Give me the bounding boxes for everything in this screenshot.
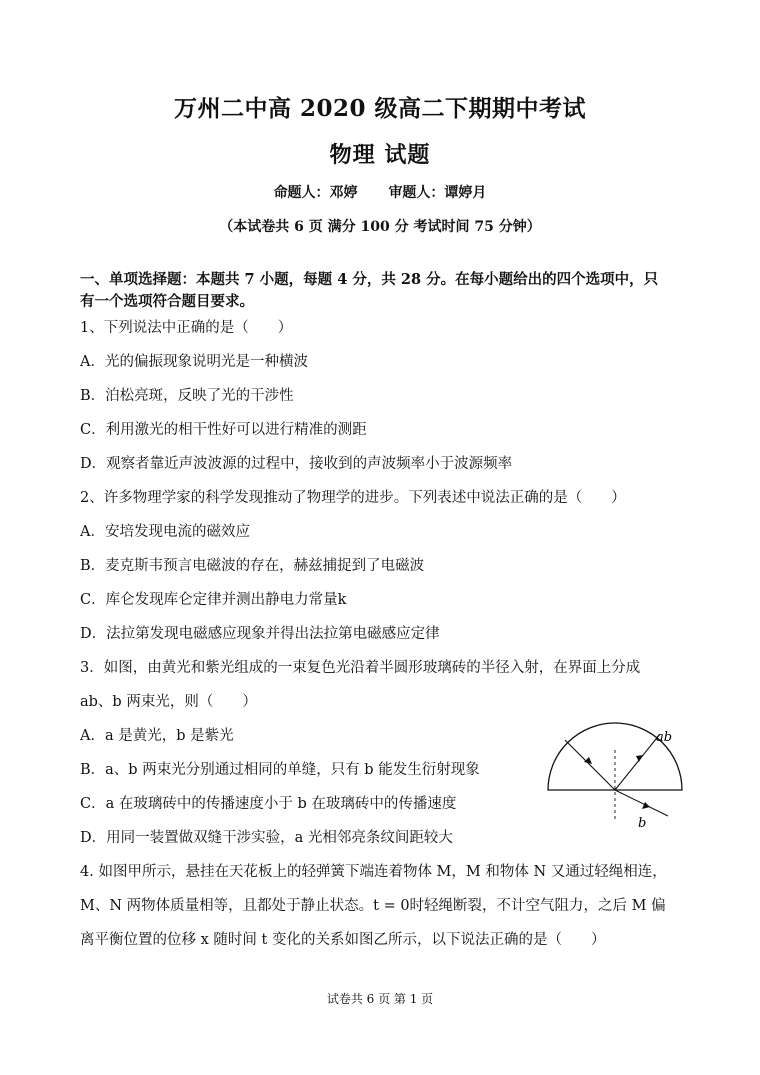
refracted-ray-b <box>615 790 668 816</box>
reflected-arrow <box>636 755 643 762</box>
q2-option-d: D．法拉第发现电磁感应现象并得出法拉第电磁感应定律 <box>80 626 440 642</box>
setter-label: 命题人：邓婷 <box>273 185 358 201</box>
q1-option-a: A．光的偏振现象说明光是一种横波 <box>80 354 308 370</box>
q4-line2: M、N 两物体质量相等，且都处于静止状态。t = 0时轻绳断裂，不计空气阻力，之后 M 偏 <box>80 898 666 914</box>
exam-authors <box>0 182 760 202</box>
q1-option-c: C．利用激光的相干性好可以进行精准的测距 <box>80 422 367 438</box>
q4-line1: 4. 如图甲所示，悬挂在天花板上的轻弹簧下端连着物体 M，M 和物体 N 又通过轻绳相连， <box>80 864 667 880</box>
q3-option-b: B．a、b 两束光分别通过相同的单缝，只有 b 能发生衍射现象 <box>80 762 480 778</box>
figure-label-b: b <box>638 816 647 830</box>
page-footer: 试卷共 6 页 第 1 页 <box>326 992 434 1006</box>
semicircle-glass-figure <box>540 720 690 830</box>
refracted-arrow <box>642 802 650 809</box>
section-heading-line2: 有一个选项符合题目要求。 <box>80 293 254 310</box>
q3-option-d: D．用同一装置做双缝干涉实验，a 光相邻亮条纹间距较大 <box>80 830 453 846</box>
q3-stem-line1: 3．如图，由黄光和紫光组成的一束复色光沿着半圆形玻璃砖的半径入射，在界面上分成 <box>80 660 641 676</box>
q2-option-a: A．安培发现电流的磁效应 <box>80 524 250 540</box>
q1-option-b: B．泊松亮斑，反映了光的干涉性 <box>80 388 294 404</box>
q1-option-d: D．观察者靠近声波波源的过程中，接收到的声波频率小于波源频率 <box>80 456 513 472</box>
exam-info: （本试卷共 6 页 满分 100 分 考试时间 75 分钟） <box>219 219 541 235</box>
q4-line3: 离平衡位置的位移 x 随时间 t 变化的关系如图乙所示，以下说法正确的是（ ） <box>80 932 606 948</box>
q1-stem: 1、下列说法中正确的是（ ） <box>80 320 293 336</box>
q3-stem-line2: ab、b 两束光，则（ ） <box>80 694 257 710</box>
q2-option-b: B．麦克斯韦预言电磁波的存在，赫兹捕捉到了电磁波 <box>80 558 425 574</box>
exam-title: 万州二中高 2020 级高二下期期中考试 <box>173 95 587 122</box>
q2-option-c: C．库仑发现库仑定律并测出静电力常量k <box>80 592 347 608</box>
exam-subject: 物理 试题 <box>329 142 431 168</box>
incident-ray <box>565 740 615 790</box>
q3-option-c: C．a 在玻璃砖中的传播速度小于 b 在玻璃砖中的传播速度 <box>80 796 457 812</box>
reflected-ray-ab <box>615 734 660 790</box>
figure-label-ab: ab <box>656 730 673 745</box>
reviewer-label: 审题人：谭婷月 <box>388 185 487 201</box>
q2-stem: 2、许多物理学家的科学发现推动了物理学的进步。下列表述中说法正确的是（ ） <box>80 490 626 506</box>
section-heading-line1: 一、单项选择题：本题共 7 小题，每题 4 分，共 28 分。在每小题给出的四个选项中，只 <box>80 271 659 288</box>
q3-option-a: A．a 是黄光，b 是紫光 <box>80 728 234 744</box>
